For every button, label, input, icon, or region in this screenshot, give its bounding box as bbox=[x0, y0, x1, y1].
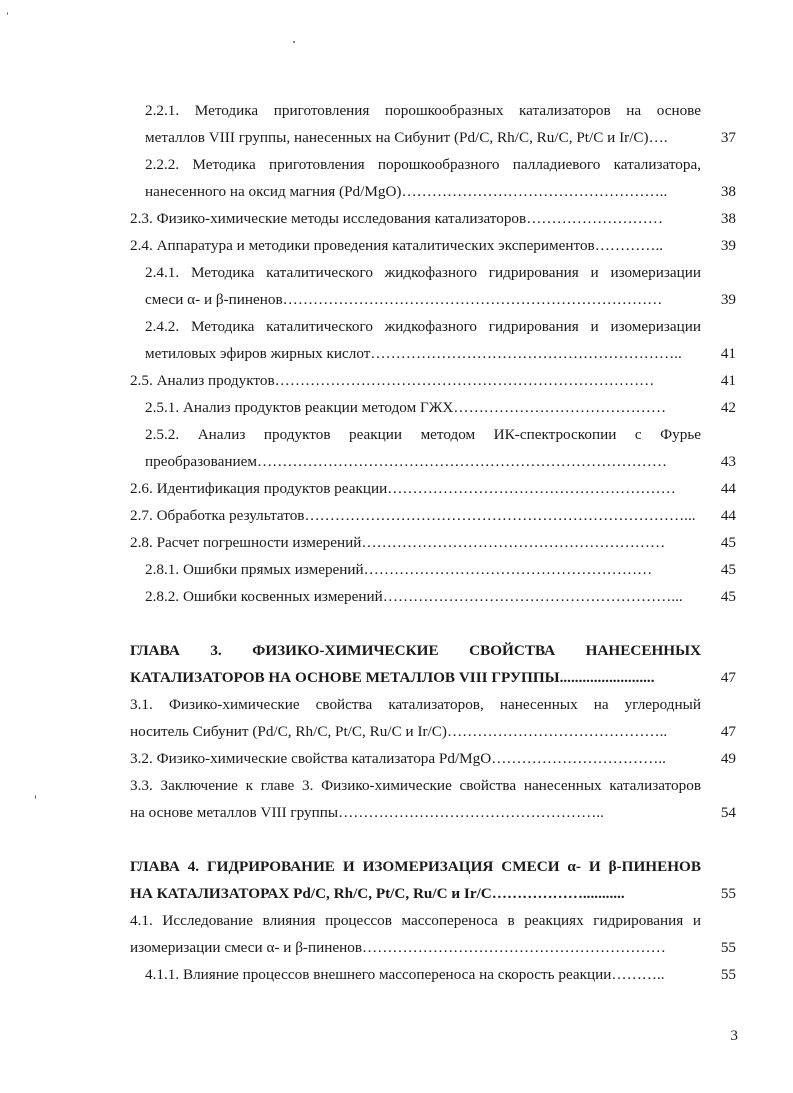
toc-entry-2-2-2-cont bbox=[0, 178, 793, 206]
toc-entry-text: металлов VIII группы, нанесенных на Сибунит (Pd/C, Rh/C, Ru/C, Pt/C и Ir/C)…. bbox=[145, 129, 668, 146]
toc-entry-text: 3.1. Физико-химические свойства катализаторов, нанесенных на углеродный bbox=[130, 696, 701, 713]
toc-entry-2-2-1-cont bbox=[0, 124, 793, 152]
toc-entry-2-4-2-cont bbox=[0, 340, 793, 368]
toc-entry-text: ГЛАВА 4. ГИДРИРОВАНИЕ И ИЗОМЕРИЗАЦИЯ СМЕСИ α- И β-ПИНЕНОВ bbox=[130, 858, 701, 875]
toc-entry-4-1-cont bbox=[0, 934, 793, 962]
toc-entry-text: 2.2.2. Методика приготовления порошкообразного палладиевого катализатора, bbox=[145, 156, 701, 173]
toc-entry-text: 4.1.1. Влияние процессов внешнего массопереноса на скорость реакции……….. bbox=[145, 966, 665, 983]
page-number: 3 bbox=[730, 1027, 738, 1044]
toc-page-number: 39 bbox=[720, 237, 736, 254]
toc-entry-text: 3.2. Физико-химические свойства катализатора Pd/MgO…………………………….. bbox=[130, 750, 666, 767]
toc-chapter-4-heading bbox=[0, 853, 793, 881]
toc-entry-text: смеси α- и β-пиненов………………………………………………………………… bbox=[145, 291, 663, 308]
toc-page-number: 41 bbox=[720, 372, 736, 389]
scan-speck bbox=[7, 12, 8, 15]
toc-entry-text: 2.8.2. Ошибки косвенных измерений…………………………………………………... bbox=[145, 588, 683, 605]
toc-chapter-4-heading-cont bbox=[0, 880, 793, 908]
toc-page-number: 41 bbox=[720, 345, 736, 362]
toc-entry-text: 2.8.1. Ошибки прямых измерений………………………………………………… bbox=[145, 561, 653, 578]
toc-entry-4-1 bbox=[0, 907, 793, 935]
toc-page-number: 42 bbox=[720, 399, 736, 416]
toc-entry-2-2-1 bbox=[0, 97, 793, 125]
toc-entry-text: метиловых эфиров жирных кислот…………………………………………………….. bbox=[145, 345, 682, 362]
toc-entry-2-5-1 bbox=[0, 394, 793, 422]
toc-entry-text: КАТАЛИЗАТОРОВ НА ОСНОВЕ МЕТАЛЛОВ VIII ГРУППЫ......................... bbox=[130, 669, 655, 686]
toc-entry-4-1-1 bbox=[0, 961, 793, 989]
toc-entry-3-1-cont bbox=[0, 718, 793, 746]
toc-entry-text: 2.5.2. Анализ продуктов реакции методом ИК-спектроскопии с Фурье bbox=[145, 426, 701, 443]
toc-entry-text: 3.3. Заключение к главе 3. Физико-химические свойства нанесенных катализаторов bbox=[130, 777, 701, 794]
toc-entry-text: 2.4.1. Методика каталитического жидкофазного гидрирования и изомеризации bbox=[145, 264, 701, 281]
toc-entry-2-4 bbox=[0, 232, 793, 260]
toc-page-number: 55 bbox=[720, 885, 736, 902]
toc-page-number: 39 bbox=[720, 291, 736, 308]
toc-entry-text: 2.3. Физико-химические методы исследования катализаторов……………………… bbox=[130, 210, 663, 227]
toc-entry-2-4-2 bbox=[0, 313, 793, 341]
toc-entry-3-1 bbox=[0, 691, 793, 719]
toc-chapter-3-heading bbox=[0, 637, 793, 665]
toc-page-number: 49 bbox=[720, 750, 736, 767]
toc-entry-3-2 bbox=[0, 745, 793, 773]
toc-entry-text: 2.7. Обработка результатов…………………………………………………………………... bbox=[130, 507, 696, 524]
toc-entry-2-6 bbox=[0, 475, 793, 503]
toc-chapter-3-heading-cont bbox=[0, 664, 793, 692]
toc-page-number: 43 bbox=[720, 453, 736, 470]
scan-speck bbox=[293, 41, 295, 43]
toc-entry-2-3 bbox=[0, 205, 793, 233]
toc-entry-2-8-1 bbox=[0, 556, 793, 584]
toc-page-number: 44 bbox=[720, 480, 736, 497]
toc-entry-2-8-2 bbox=[0, 583, 793, 611]
toc-page-number: 55 bbox=[720, 966, 736, 983]
toc-entry-text: 2.5. Анализ продуктов………………………………………………………………… bbox=[130, 372, 655, 389]
toc-entry-text: на основе металлов VIII группы…………………………………………….. bbox=[130, 804, 604, 821]
toc-entry-text: 2.8. Расчет погрешности измерений…………………………………………………… bbox=[130, 534, 666, 551]
toc-entry-2-5-2-cont bbox=[0, 448, 793, 476]
toc-entry-2-8 bbox=[0, 529, 793, 557]
toc-entry-text: ГЛАВА 3. ФИЗИКО-ХИМИЧЕСКИЕ СВОЙСТВА НАНЕСЕННЫХ bbox=[130, 642, 701, 659]
toc-entry-text: нанесенного на оксид магния (Pd/MgO)…………………………………………….. bbox=[145, 183, 668, 200]
toc-page-number: 44 bbox=[720, 507, 736, 524]
toc-page-number: 54 bbox=[720, 804, 736, 821]
toc-entry-text: преобразованием……………………………………………………………………… bbox=[145, 453, 668, 470]
toc-entry-2-5 bbox=[0, 367, 793, 395]
toc-page-number: 47 bbox=[720, 723, 736, 740]
toc-page-number: 45 bbox=[720, 561, 736, 578]
toc-page-number: 37 bbox=[720, 129, 736, 146]
toc-entry-2-4-1 bbox=[0, 259, 793, 287]
toc-page-number: 38 bbox=[720, 210, 736, 227]
toc-entry-text: 2.6. Идентификация продуктов реакции………………………………………………… bbox=[130, 480, 676, 497]
toc-entry-text: 2.4.2. Методика каталитического жидкофазного гидрирования и изомеризации bbox=[145, 318, 701, 335]
toc-entry-3-3 bbox=[0, 772, 793, 800]
toc-entry-text: 2.5.1. Анализ продуктов реакции методом ГЖХ…………………………………… bbox=[145, 399, 667, 416]
toc-entry-text: 4.1. Исследование влияния процессов массопереноса в реакциях гидрирования и bbox=[130, 912, 701, 929]
toc-entry-text: изомеризации смеси α- и β-пиненов…………………………………………………… bbox=[130, 939, 666, 956]
toc-page-number: 45 bbox=[720, 534, 736, 551]
toc-entry-text: 2.2.1. Методика приготовления порошкообразных катализаторов на основе bbox=[145, 102, 701, 119]
toc-entry-text: НА КАТАЛИЗАТОРАХ Pd/C, Rh/C, Pt/C, Ru/C и Ir/C………………........... bbox=[130, 885, 625, 902]
toc-entry-2-2-2 bbox=[0, 151, 793, 179]
toc-page-number: 47 bbox=[720, 669, 736, 686]
toc-page-number: 45 bbox=[720, 588, 736, 605]
toc-entry-text: 2.4. Аппаратура и методики проведения каталитических экспериментов………….. bbox=[130, 237, 664, 254]
toc-entry-2-4-1-cont bbox=[0, 286, 793, 314]
toc-page-number: 55 bbox=[720, 939, 736, 956]
toc-entry-text: носитель Сибунит (Pd/C, Rh/C, Pt/C, Ru/C и Ir/C)…………………………………….. bbox=[130, 723, 668, 740]
toc-entry-2-7 bbox=[0, 502, 793, 530]
toc-entry-3-3-cont bbox=[0, 799, 793, 827]
toc-page-number: 38 bbox=[720, 183, 736, 200]
toc-entry-2-5-2 bbox=[0, 421, 793, 449]
